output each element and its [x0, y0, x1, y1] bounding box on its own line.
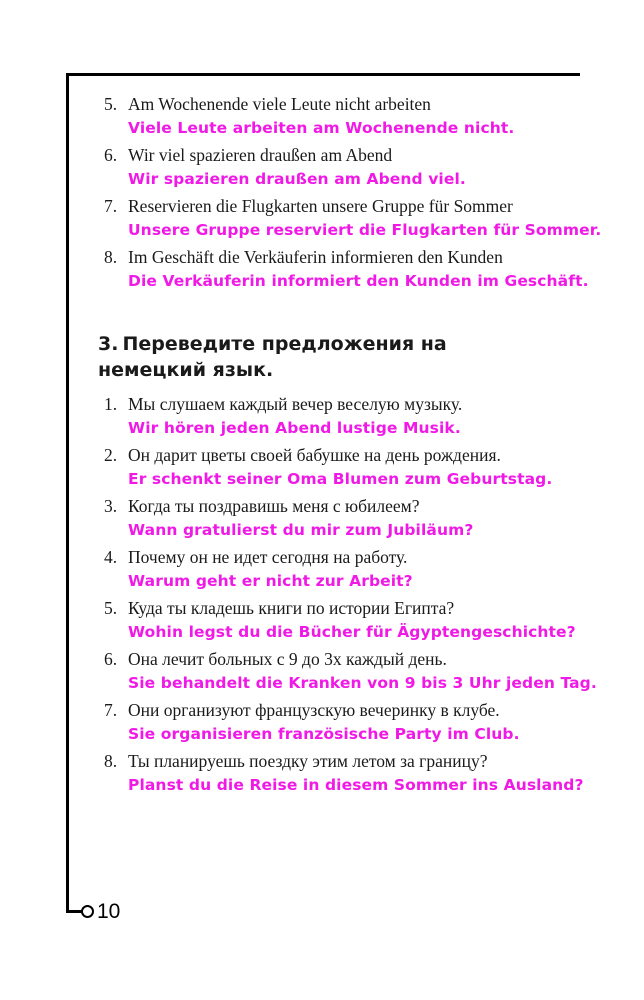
- item-question: Im Geschäft die Verkäuferin informieren den Kunden: [128, 247, 503, 267]
- list-item: [98, 750, 598, 797]
- item-answer: Wir spazieren draußen am Abend viel.: [128, 170, 466, 188]
- item-answer: Sie organisieren französische Party im Club.: [128, 725, 520, 743]
- item-number: 5.: [104, 94, 118, 114]
- item-question: Мы слушаем каждый вечер веселую музыку.: [128, 394, 463, 414]
- item-number: 5.: [104, 598, 118, 618]
- item-number: 8.: [104, 247, 118, 267]
- item-number: 6.: [104, 145, 118, 165]
- item-answer: Warum geht er nicht zur Arbeit?: [128, 572, 413, 590]
- item-question: Почему он не идет сегодня на работу.: [128, 547, 408, 567]
- item-number: 6.: [104, 649, 118, 669]
- list-item: [98, 144, 598, 191]
- list-item: [98, 699, 598, 746]
- list-item: [98, 495, 598, 542]
- frame-top-rule: [66, 73, 580, 76]
- exercise-2-list: [98, 93, 602, 293]
- list-item: [98, 195, 602, 242]
- list-item: [98, 648, 598, 695]
- page-content: [98, 93, 602, 801]
- item-number: 8.: [104, 751, 118, 771]
- item-number: 2.: [104, 445, 118, 465]
- item-number: 4.: [104, 547, 118, 567]
- frame-left-rule: [66, 73, 69, 913]
- item-question: Он дарит цветы своей бабушке на день рождения.: [128, 445, 501, 465]
- item-answer: Unsere Gruppe reserviert die Flugkarten für Sommer.: [128, 221, 602, 239]
- list-item: [98, 246, 598, 293]
- item-question: Reservieren die Flugkarten unsere Gruppe für Sommer: [128, 196, 513, 216]
- exercise-3-list: [98, 393, 598, 797]
- list-item: [98, 93, 598, 140]
- frame-foot-rule: [66, 910, 82, 913]
- item-number: 7.: [104, 700, 118, 720]
- section-3-number: 3.: [98, 333, 119, 355]
- item-question: Wir viel spazieren draußen am Abend: [128, 145, 393, 165]
- item-question: Куда ты кладешь книги по истории Египта?: [128, 598, 455, 618]
- item-answer: Wann gratulierst du mir zum Jubiläum?: [128, 521, 474, 539]
- list-item: [98, 393, 598, 440]
- page-number: 10: [97, 900, 121, 923]
- item-number: 3.: [104, 496, 118, 516]
- section-3-title: Переведите предложения на немецкий язык.: [98, 333, 447, 381]
- item-answer: Planst du die Reise in diesem Sommer ins Ausland?: [128, 776, 584, 794]
- page-marker-circle-icon: [81, 905, 94, 918]
- item-question: Ты планируешь поездку этим летом за границу?: [128, 751, 488, 771]
- item-answer: Wir hören jeden Abend lustige Musik.: [128, 419, 461, 437]
- item-question: Она лечит больных с 9 до 3х каждый день.: [128, 649, 447, 669]
- item-answer: Sie behandelt die Kranken von 9 bis 3 Uhr jeden Tag.: [128, 674, 597, 692]
- item-answer: Wohin legst du die Bücher für Ägyptengeschichte?: [128, 623, 576, 641]
- item-answer: Er schenkt seiner Oma Blumen zum Geburtstag.: [128, 470, 553, 488]
- section-3-heading: [98, 331, 538, 383]
- list-item: [98, 546, 598, 593]
- item-answer: Viele Leute arbeiten am Wochenende nicht.: [128, 119, 515, 137]
- item-question: Когда ты поздравишь меня с юбилеем?: [128, 496, 420, 516]
- item-answer: Die Verkäuferin informiert den Kunden im Geschäft.: [128, 272, 589, 290]
- item-question: Они организуют французскую вечеринку в клубе.: [128, 700, 500, 720]
- list-item: [98, 444, 598, 491]
- item-question: Am Wochenende viele Leute nicht arbeiten: [128, 94, 431, 114]
- item-number: 1.: [104, 394, 118, 414]
- list-item: [98, 597, 598, 644]
- item-number: 7.: [104, 196, 118, 216]
